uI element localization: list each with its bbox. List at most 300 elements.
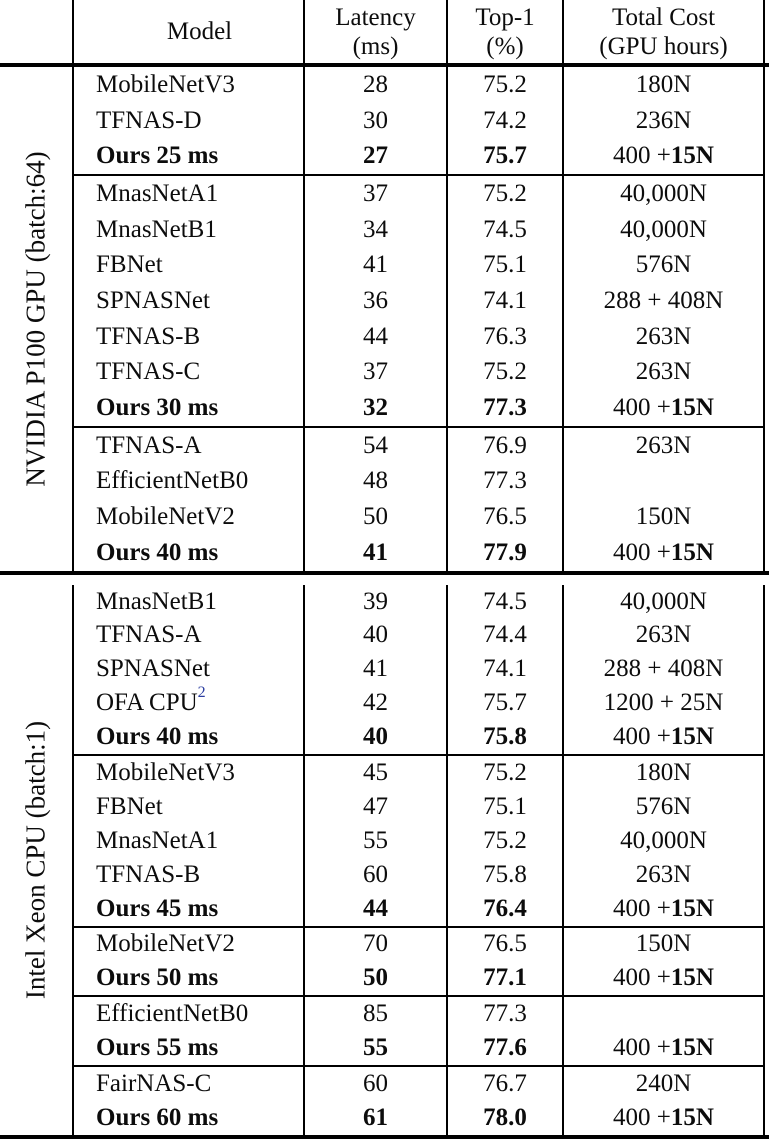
table-row xyxy=(72,619,765,653)
cost-cell xyxy=(562,247,765,283)
column-header-total-cost xyxy=(562,0,765,63)
model-cell xyxy=(72,961,303,995)
cell-text: 77.3 xyxy=(483,394,527,422)
top1-cell xyxy=(446,283,562,319)
cell-text: EfficientNetB0 xyxy=(96,1000,249,1028)
cell-text: TFNAS-B xyxy=(96,322,201,350)
cell-text: FBNet xyxy=(96,251,163,279)
latency-cell xyxy=(303,499,446,535)
model-cell xyxy=(72,464,303,500)
cell-text: 40,000N xyxy=(620,215,707,243)
model-cell xyxy=(72,535,303,571)
cell-text: 32 xyxy=(363,394,388,422)
cell-text: 55 xyxy=(363,1034,388,1062)
top1-cell xyxy=(446,1031,562,1065)
table-row xyxy=(72,390,765,426)
cost-cell xyxy=(562,720,765,754)
cell-text: 75.2 xyxy=(483,759,527,787)
cell-text: 77.6 xyxy=(483,1034,527,1062)
table-row xyxy=(72,103,765,139)
section-side xyxy=(0,585,72,1135)
model-cell xyxy=(72,319,303,355)
section-side xyxy=(0,67,72,571)
cell-text: 75.7 xyxy=(483,689,527,717)
latency-cell xyxy=(303,247,446,283)
cell-text: 74.2 xyxy=(483,106,527,134)
cell-text: 75.1 xyxy=(483,251,527,279)
cell-text: 400 + xyxy=(613,894,671,922)
latency-cell xyxy=(303,619,446,653)
model-cell xyxy=(72,858,303,892)
table-row xyxy=(72,824,765,858)
section-table xyxy=(72,585,765,1135)
section-label-cpu: Intel Xeon CPU (batch:1) xyxy=(20,720,51,999)
latency-cell xyxy=(303,283,446,319)
cell-text: 15N xyxy=(670,1034,714,1062)
cell-text: TFNAS-A xyxy=(96,621,202,649)
cell-text: FBNet xyxy=(96,792,163,820)
cost-cell xyxy=(562,499,765,535)
cell-text: 74.1 xyxy=(483,655,527,683)
cell-text: 75.2 xyxy=(483,826,527,854)
top1-cell xyxy=(446,464,562,500)
cell-text: 28 xyxy=(363,70,388,98)
column-header-unit: (%) xyxy=(486,32,524,60)
top1-cell xyxy=(446,176,562,212)
cell-text: 263N xyxy=(635,621,692,649)
cell-text: 77.9 xyxy=(483,538,527,566)
row-group xyxy=(72,1065,765,1135)
cost-cell xyxy=(562,756,765,790)
table-row xyxy=(72,138,765,174)
cell-text: TFNAS-D xyxy=(96,106,202,134)
model-cell xyxy=(72,790,303,824)
cell-text: 15N xyxy=(670,538,714,566)
top1-cell xyxy=(446,390,562,426)
cell-text: 37 xyxy=(363,358,388,386)
latency-cell xyxy=(303,790,446,824)
latency-cell xyxy=(303,720,446,754)
model-cell xyxy=(72,892,303,926)
cell-text: Ours 55 ms xyxy=(96,1034,219,1062)
table-row xyxy=(72,1101,765,1135)
cell-text: 50 xyxy=(363,503,388,531)
cost-cell xyxy=(562,961,765,995)
cell-text: 74.5 xyxy=(483,587,527,615)
top1-cell xyxy=(446,824,562,858)
table-row xyxy=(72,892,765,926)
table-row xyxy=(72,247,765,283)
top1-cell xyxy=(446,790,562,824)
top1-cell xyxy=(446,619,562,653)
cell-text: 576N xyxy=(635,792,692,820)
cell-text: 40 xyxy=(363,621,388,649)
top1-cell xyxy=(446,858,562,892)
model-cell xyxy=(72,247,303,283)
cost-cell xyxy=(562,355,765,391)
cell-text: 74.5 xyxy=(483,215,527,243)
cell-text: 61 xyxy=(363,1103,388,1131)
cell-text: 40,000N xyxy=(620,587,707,615)
latency-cell xyxy=(303,176,446,212)
latency-cell xyxy=(303,103,446,139)
latency-cell xyxy=(303,858,446,892)
model-cell xyxy=(72,997,303,1031)
cost-cell xyxy=(562,1031,765,1065)
table-row xyxy=(72,756,765,790)
cell-text: MnasNetA1 xyxy=(96,826,219,854)
cell-text: 180N xyxy=(635,759,692,787)
row-group xyxy=(72,585,765,754)
top1-cell xyxy=(446,67,562,103)
table-row xyxy=(72,652,765,686)
latency-cell xyxy=(303,319,446,355)
cell-text: Ours 60 ms xyxy=(96,1103,219,1131)
latency-cell xyxy=(303,67,446,103)
model-cell xyxy=(72,283,303,319)
cost-cell xyxy=(562,1067,765,1101)
model-cell xyxy=(72,176,303,212)
cost-cell xyxy=(562,619,765,653)
cell-text: 150N xyxy=(635,930,692,958)
column-header-top1 xyxy=(446,0,562,63)
cell-text: 150N xyxy=(635,503,692,531)
latency-cell xyxy=(303,1031,446,1065)
cell-text: 15N xyxy=(670,394,714,422)
table-row xyxy=(72,283,765,319)
row-group xyxy=(72,67,765,174)
model-cell xyxy=(72,1101,303,1135)
cell-text: 15N xyxy=(670,894,714,922)
cell-text: MobileNetV3 xyxy=(96,759,235,787)
top1-cell xyxy=(446,247,562,283)
model-cell xyxy=(72,824,303,858)
cost-cell xyxy=(562,535,765,571)
table-row xyxy=(72,928,765,962)
cell-text: 263N xyxy=(635,431,692,459)
row-group xyxy=(72,426,765,571)
cell-text: 47 xyxy=(363,792,388,820)
cell-text: 27 xyxy=(363,142,388,170)
section-table xyxy=(72,67,765,571)
cell-text: 288 + 408N xyxy=(603,286,724,314)
cell-text: 85 xyxy=(363,1000,388,1028)
cost-cell xyxy=(562,283,765,319)
section-gpu xyxy=(0,67,769,575)
cost-cell xyxy=(562,212,765,248)
cost-cell xyxy=(562,585,765,619)
cell-text: 74.1 xyxy=(483,286,527,314)
cell-text: 44 xyxy=(363,894,388,922)
table-row xyxy=(72,176,765,212)
latency-cell xyxy=(303,585,446,619)
top1-cell xyxy=(446,535,562,571)
cell-text: 76.4 xyxy=(483,894,527,922)
cost-cell xyxy=(562,824,765,858)
latency-cell xyxy=(303,464,446,500)
cell-text: 75.2 xyxy=(483,70,527,98)
cell-text: 44 xyxy=(363,322,388,350)
latency-cell xyxy=(303,961,446,995)
model-cell xyxy=(72,928,303,962)
cell-text: 576N xyxy=(635,251,692,279)
latency-cell xyxy=(303,756,446,790)
cell-text: 400 + xyxy=(613,394,671,422)
cell-text: 75.2 xyxy=(483,179,527,207)
cost-cell xyxy=(562,892,765,926)
column-header-label: Model xyxy=(166,18,233,45)
latency-cell xyxy=(303,355,446,391)
latency-cell xyxy=(303,212,446,248)
row-group xyxy=(72,174,765,426)
cell-text: Ours 40 ms xyxy=(96,538,219,566)
cell-text: TFNAS-C xyxy=(96,358,201,386)
cell-text: MnasNetA1 xyxy=(96,179,219,207)
cell-text: 77.3 xyxy=(483,467,527,495)
table-row xyxy=(72,858,765,892)
cost-cell xyxy=(562,103,765,139)
model-cell xyxy=(72,428,303,464)
top1-cell xyxy=(446,997,562,1031)
cell-text: 400 + xyxy=(613,723,671,751)
model-cell xyxy=(72,138,303,174)
row-group xyxy=(72,754,765,925)
top1-cell xyxy=(446,428,562,464)
cost-cell xyxy=(562,464,765,500)
row-group xyxy=(72,926,765,996)
table-row xyxy=(72,1031,765,1065)
cell-text: 288 + 408N xyxy=(603,655,724,683)
table-row xyxy=(72,212,765,248)
table-row xyxy=(72,1067,765,1101)
table-row xyxy=(72,499,765,535)
cell-text: 77.1 xyxy=(483,964,527,992)
top1-cell xyxy=(446,756,562,790)
cost-cell xyxy=(562,67,765,103)
cell-text: OFA CPU xyxy=(96,689,198,717)
column-header-unit: (GPU hours) xyxy=(599,32,728,60)
cell-text: TFNAS-A xyxy=(96,431,202,459)
cell-text: TFNAS-B xyxy=(96,860,201,888)
cell-text: 400 + xyxy=(613,1034,671,1062)
cell-text: 34 xyxy=(363,215,388,243)
top1-cell xyxy=(446,961,562,995)
table-row xyxy=(72,961,765,995)
cost-cell xyxy=(562,390,765,426)
latency-cell xyxy=(303,1101,446,1135)
cell-text: 48 xyxy=(363,467,388,495)
cell-text: 240N xyxy=(635,1070,692,1098)
cell-text: 30 xyxy=(363,106,388,134)
cell-text: 263N xyxy=(635,322,692,350)
cell-text: 76.9 xyxy=(483,431,527,459)
table-row xyxy=(72,464,765,500)
cell-text: 39 xyxy=(363,587,388,615)
cell-text: Ours 50 ms xyxy=(96,964,219,992)
table-body xyxy=(0,67,769,1139)
model-cell xyxy=(72,1031,303,1065)
cell-text: 45 xyxy=(363,759,388,787)
cell-text: 400 + xyxy=(613,964,671,992)
cell-text: 75.2 xyxy=(483,358,527,386)
cell-text: 76.5 xyxy=(483,503,527,531)
header-corner xyxy=(0,0,72,63)
cell-text: 40,000N xyxy=(620,826,707,854)
cell-text: 41 xyxy=(363,655,388,683)
section-label-gpu: NVIDIA P100 GPU (batch:64) xyxy=(20,151,51,487)
table-header xyxy=(0,0,769,67)
cell-text: 40 xyxy=(363,723,388,751)
cell-text: 15N xyxy=(670,723,714,751)
cell-text: 400 + xyxy=(613,538,671,566)
model-cell xyxy=(72,652,303,686)
cell-text: 41 xyxy=(363,538,388,566)
cost-cell xyxy=(562,790,765,824)
cell-text: 50 xyxy=(363,964,388,992)
cell-text: 263N xyxy=(635,358,692,386)
cost-cell xyxy=(562,652,765,686)
top1-cell xyxy=(446,892,562,926)
cell-text: Ours 30 ms xyxy=(96,394,219,422)
latency-cell xyxy=(303,997,446,1031)
cell-text: MnasNetB1 xyxy=(96,215,217,243)
top1-cell xyxy=(446,319,562,355)
top1-cell xyxy=(446,212,562,248)
cell-text: 76.7 xyxy=(483,1070,527,1098)
table-row xyxy=(72,686,765,720)
cell-text: Ours 40 ms xyxy=(96,723,219,751)
cell-text: SPNASNet xyxy=(96,655,210,683)
column-header-model xyxy=(72,0,303,63)
model-cell xyxy=(72,585,303,619)
cell-text: MobileNetV3 xyxy=(96,70,235,98)
latency-cell xyxy=(303,390,446,426)
model-cell xyxy=(72,67,303,103)
latency-cell xyxy=(303,824,446,858)
table-row xyxy=(72,997,765,1031)
cell-text: 37 xyxy=(363,179,388,207)
latency-cell xyxy=(303,686,446,720)
cell-text: FairNAS-C xyxy=(96,1070,212,1098)
latency-cell xyxy=(303,928,446,962)
cell-text: 41 xyxy=(363,251,388,279)
top1-cell xyxy=(446,928,562,962)
model-cell xyxy=(72,212,303,248)
top1-cell xyxy=(446,1101,562,1135)
cell-text: 15N xyxy=(670,1103,714,1131)
cell-text: 76.3 xyxy=(483,322,527,350)
top1-cell xyxy=(446,499,562,535)
cell-text: 70 xyxy=(363,930,388,958)
top1-cell xyxy=(446,686,562,720)
cell-text: Ours 25 ms xyxy=(96,142,219,170)
cost-cell xyxy=(562,319,765,355)
cell-text: 75.7 xyxy=(483,142,527,170)
top1-cell xyxy=(446,720,562,754)
cell-text: 400 + xyxy=(613,1103,671,1131)
table-row xyxy=(72,585,765,619)
cell-text: 236N xyxy=(635,106,692,134)
cost-cell xyxy=(562,1101,765,1135)
table-row xyxy=(72,355,765,391)
column-header-label: Top-1 xyxy=(475,3,535,31)
cell-text: MobileNetV2 xyxy=(96,930,235,958)
model-cell xyxy=(72,756,303,790)
model-cell: OFA CPU 2 xyxy=(72,686,303,720)
top1-cell xyxy=(446,138,562,174)
column-header-unit: (ms) xyxy=(352,32,399,60)
cell-text: Ours 45 ms xyxy=(96,894,219,922)
cost-cell xyxy=(562,928,765,962)
cell-text: EfficientNetB0 xyxy=(96,467,249,495)
cell-text: 15N xyxy=(670,964,714,992)
latency-cell xyxy=(303,428,446,464)
cell-text: 40,000N xyxy=(620,179,707,207)
row-group xyxy=(72,995,765,1065)
table-row xyxy=(72,319,765,355)
top1-cell xyxy=(446,103,562,139)
table-row xyxy=(72,428,765,464)
cell-text: 1200 + 25N xyxy=(603,689,724,717)
cell-text: 60 xyxy=(363,1070,388,1098)
column-header-latency xyxy=(303,0,446,63)
latency-cell xyxy=(303,652,446,686)
cell-text: 263N xyxy=(635,860,692,888)
cell-text: 74.4 xyxy=(483,621,527,649)
cell-text: SPNASNet xyxy=(96,286,210,314)
section-cpu xyxy=(0,585,769,1139)
top1-cell xyxy=(446,585,562,619)
latency-cell xyxy=(303,1067,446,1101)
cell-text: 78.0 xyxy=(483,1103,527,1131)
cell-text: 77.3 xyxy=(483,1000,527,1028)
column-header-label: Latency xyxy=(335,3,416,31)
latency-cell xyxy=(303,892,446,926)
top1-cell xyxy=(446,355,562,391)
cell-text: MnasNetB1 xyxy=(96,587,217,615)
cell-text: 15N xyxy=(670,142,714,170)
cost-cell xyxy=(562,176,765,212)
model-cell xyxy=(72,619,303,653)
cell-text: 36 xyxy=(363,286,388,314)
cell-text: 75.8 xyxy=(483,860,527,888)
table-row xyxy=(72,720,765,754)
cell-text: 75.8 xyxy=(483,723,527,751)
latency-cell xyxy=(303,535,446,571)
cell-text: 54 xyxy=(363,431,388,459)
cell-text: 180N xyxy=(635,70,692,98)
table-row xyxy=(72,67,765,103)
cell-text: 76.5 xyxy=(483,930,527,958)
column-header-label: Total Cost xyxy=(611,3,716,31)
latency-cell xyxy=(303,138,446,174)
table-row xyxy=(72,790,765,824)
model-cell xyxy=(72,355,303,391)
top1-cell xyxy=(446,1067,562,1101)
cost-cell xyxy=(562,686,765,720)
model-cell xyxy=(72,720,303,754)
cost-cell xyxy=(562,138,765,174)
cell-text: 55 xyxy=(363,826,388,854)
model-cell xyxy=(72,103,303,139)
cell-text: 75.1 xyxy=(483,792,527,820)
model-cell xyxy=(72,390,303,426)
top1-cell xyxy=(446,652,562,686)
model-cell xyxy=(72,499,303,535)
model-cell xyxy=(72,1067,303,1101)
cell-text: 60 xyxy=(363,860,388,888)
cost-cell xyxy=(562,858,765,892)
